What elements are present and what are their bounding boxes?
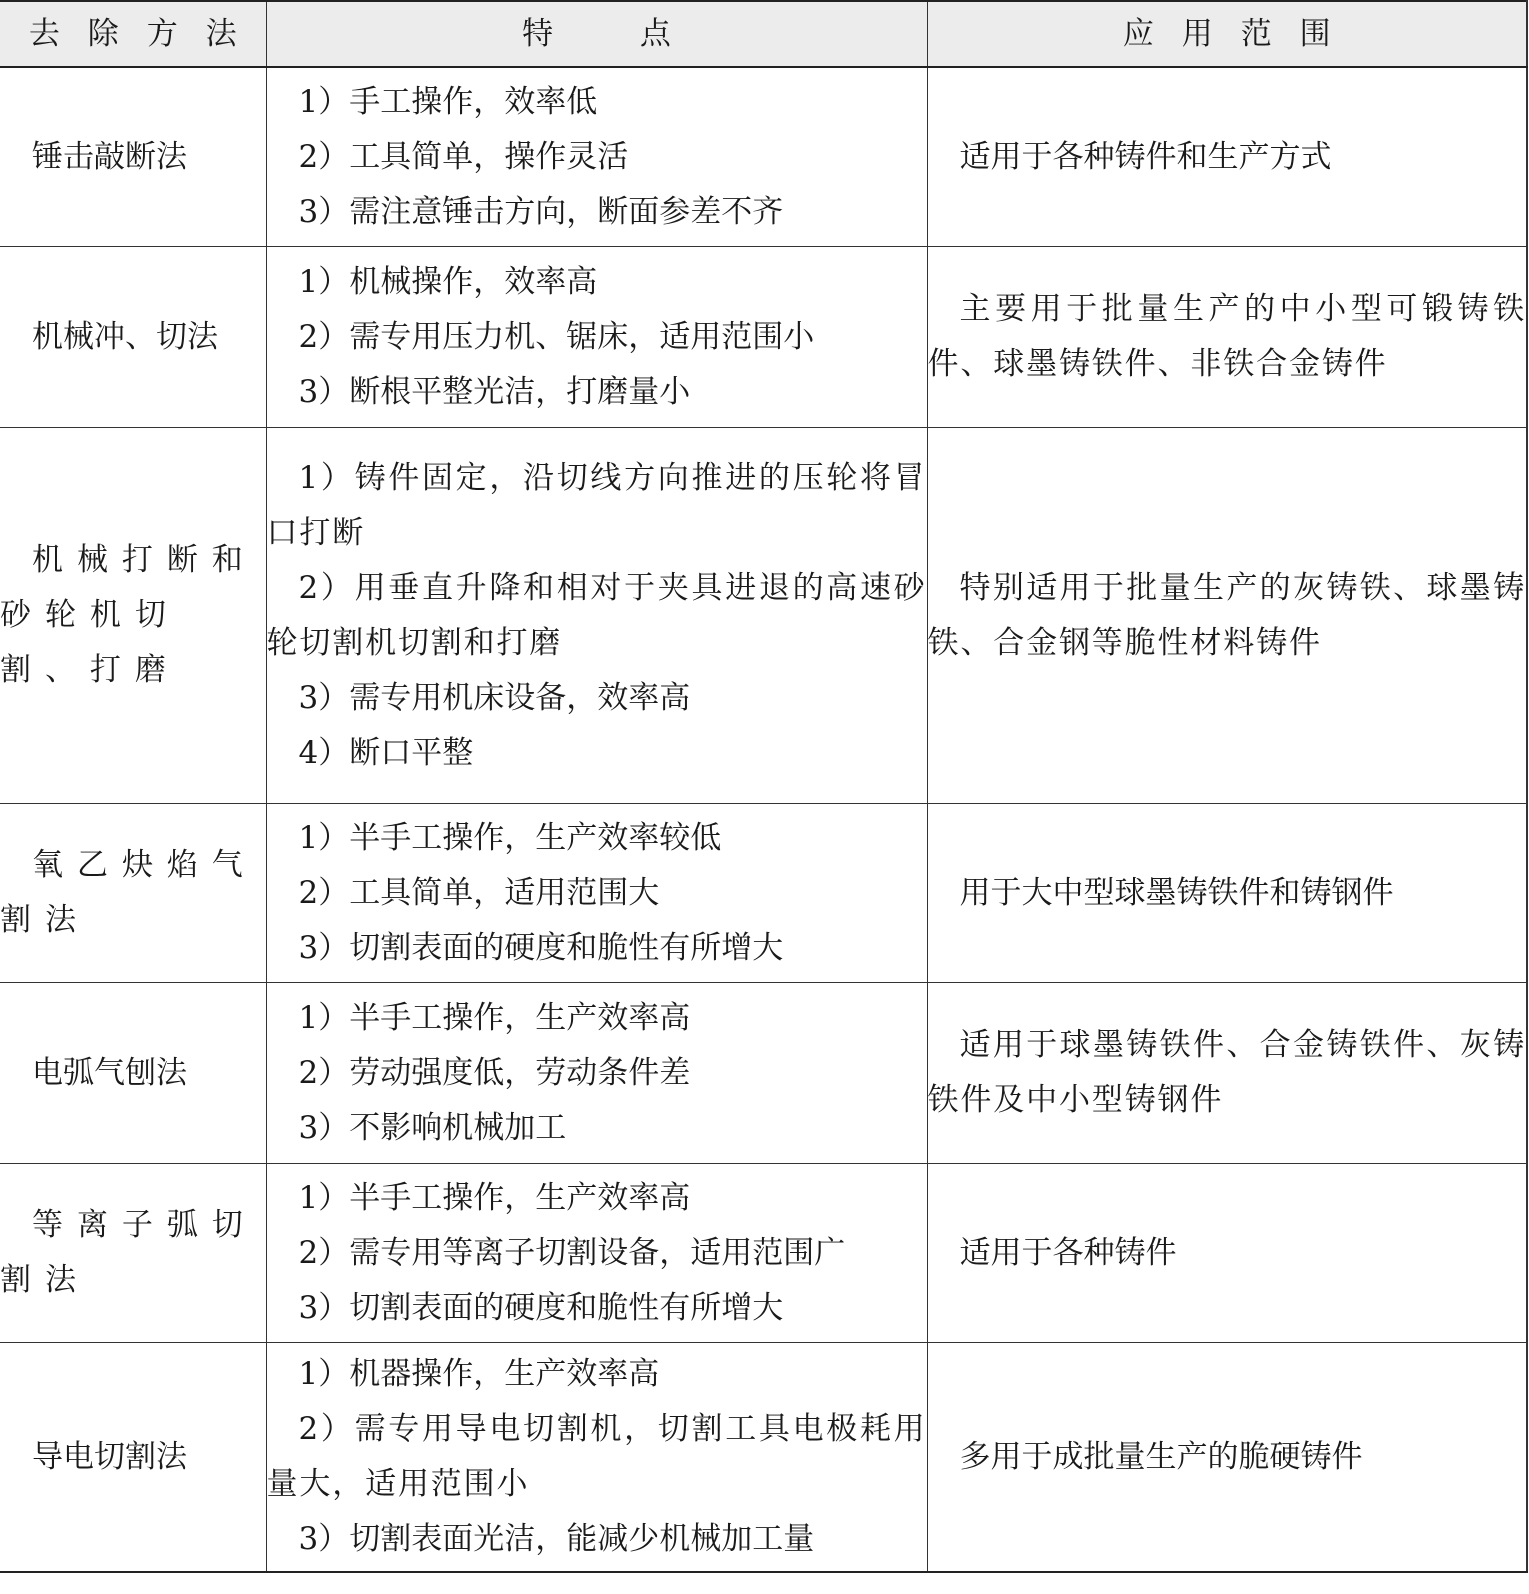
method-cell: 机械冲、切法 (0, 247, 266, 428)
feature-item: 1）机械操作，效率高 (298, 263, 598, 300)
feature-item: 3）需专用机床设备，效率高 (298, 679, 691, 716)
feature-item: 2）工具简单，适用范围大 (298, 874, 660, 911)
feature-item: 2）用垂直升降和相对于夹具进退的高速砂轮切割机切割和打磨 (266, 569, 927, 661)
feature-item: 3）需注意锤击方向，断面参差不齐 (298, 193, 784, 230)
features-cell (266, 67, 927, 247)
table-row (0, 1343, 1527, 1573)
feature-item: 2）工具简单，操作灵活 (298, 138, 629, 175)
feature-item: 3）切割表面的硬度和脆性有所增大 (298, 929, 784, 966)
feature-item: 1）机器操作，生产效率高 (298, 1356, 660, 1392)
table-row (0, 1164, 1527, 1343)
header-row (0, 1, 1527, 67)
table-row (0, 983, 1527, 1164)
method-cell: 氧乙炔焰气割法 (0, 804, 266, 983)
table-row (0, 247, 1527, 428)
table-body (0, 67, 1527, 1572)
features-cell (266, 428, 927, 804)
scope-cell: 特别适用于批量生产的灰铸铁、球墨铸铁、合金钢等脆性材料铸件 (927, 428, 1527, 804)
feature-item: 1）半手工操作，生产效率高 (298, 1179, 691, 1216)
method-cell: 锤击敲断法 (0, 67, 266, 247)
scope-cell: 多用于成批量生产的脆硬铸件 (927, 1343, 1527, 1573)
header-features: 特 点 (266, 1, 927, 67)
feature-item: 4）断口平整 (298, 734, 474, 771)
features-cell (266, 804, 927, 983)
header-method: 去除方法 (0, 1, 266, 67)
feature-item: 1）手工操作，效率低 (298, 83, 598, 120)
features-cell (266, 983, 927, 1164)
feature-item: 3）断根平整光洁，打磨量小 (298, 373, 691, 410)
scope-cell: 适用于各种铸件 (927, 1164, 1527, 1343)
feature-item: 2）需专用压力机、锯床，适用范围小 (298, 318, 815, 355)
table-row (0, 67, 1527, 247)
header-scope: 应用范围 (927, 1, 1527, 67)
feature-item: 3）不影响机械加工 (298, 1109, 567, 1146)
scope-cell: 适用于各种铸件和生产方式 (927, 67, 1527, 247)
feature-item: 2）劳动强度低，劳动条件差 (298, 1054, 691, 1091)
feature-item: 1）半手工操作，生产效率高 (298, 999, 691, 1036)
table-row (0, 804, 1527, 983)
feature-item: 2）需专用等离子切割设备，适用范围广 (298, 1234, 846, 1271)
scope-cell: 适用于球墨铸铁件、合金铸铁件、灰铸铁件及中小型铸钢件 (927, 983, 1527, 1164)
table-row (0, 428, 1527, 804)
feature-item: 2）需专用导电切割机，切割工具电极耗用量大，适用范围小 (266, 1411, 927, 1502)
scope-cell: 主要用于批量生产的中小型可锻铸铁件、球墨铸铁件、非铁合金铸件 (927, 247, 1527, 428)
method-cell: 导电切割法 (0, 1343, 266, 1573)
feature-item: 3）切割表面的硬度和脆性有所增大 (298, 1289, 784, 1326)
method-cell: 机械打断和砂轮机切割、打磨 (0, 428, 266, 804)
method-cell: 等离子弧切割法 (0, 1164, 266, 1343)
method-cell: 电弧气刨法 (0, 983, 266, 1164)
table-header (0, 1, 1527, 67)
features-cell (266, 1343, 927, 1573)
features-cell (266, 1164, 927, 1343)
scope-cell: 用于大中型球墨铸铁件和铸钢件 (927, 804, 1527, 983)
feature-item: 1）半手工操作，生产效率较低 (298, 819, 722, 856)
features-cell (266, 247, 927, 428)
feature-item: 3）切割表面光洁，能减少机械加工量 (298, 1521, 815, 1557)
feature-item: 1）铸件固定，沿切线方向推进的压轮将冒口打断 (266, 459, 927, 551)
